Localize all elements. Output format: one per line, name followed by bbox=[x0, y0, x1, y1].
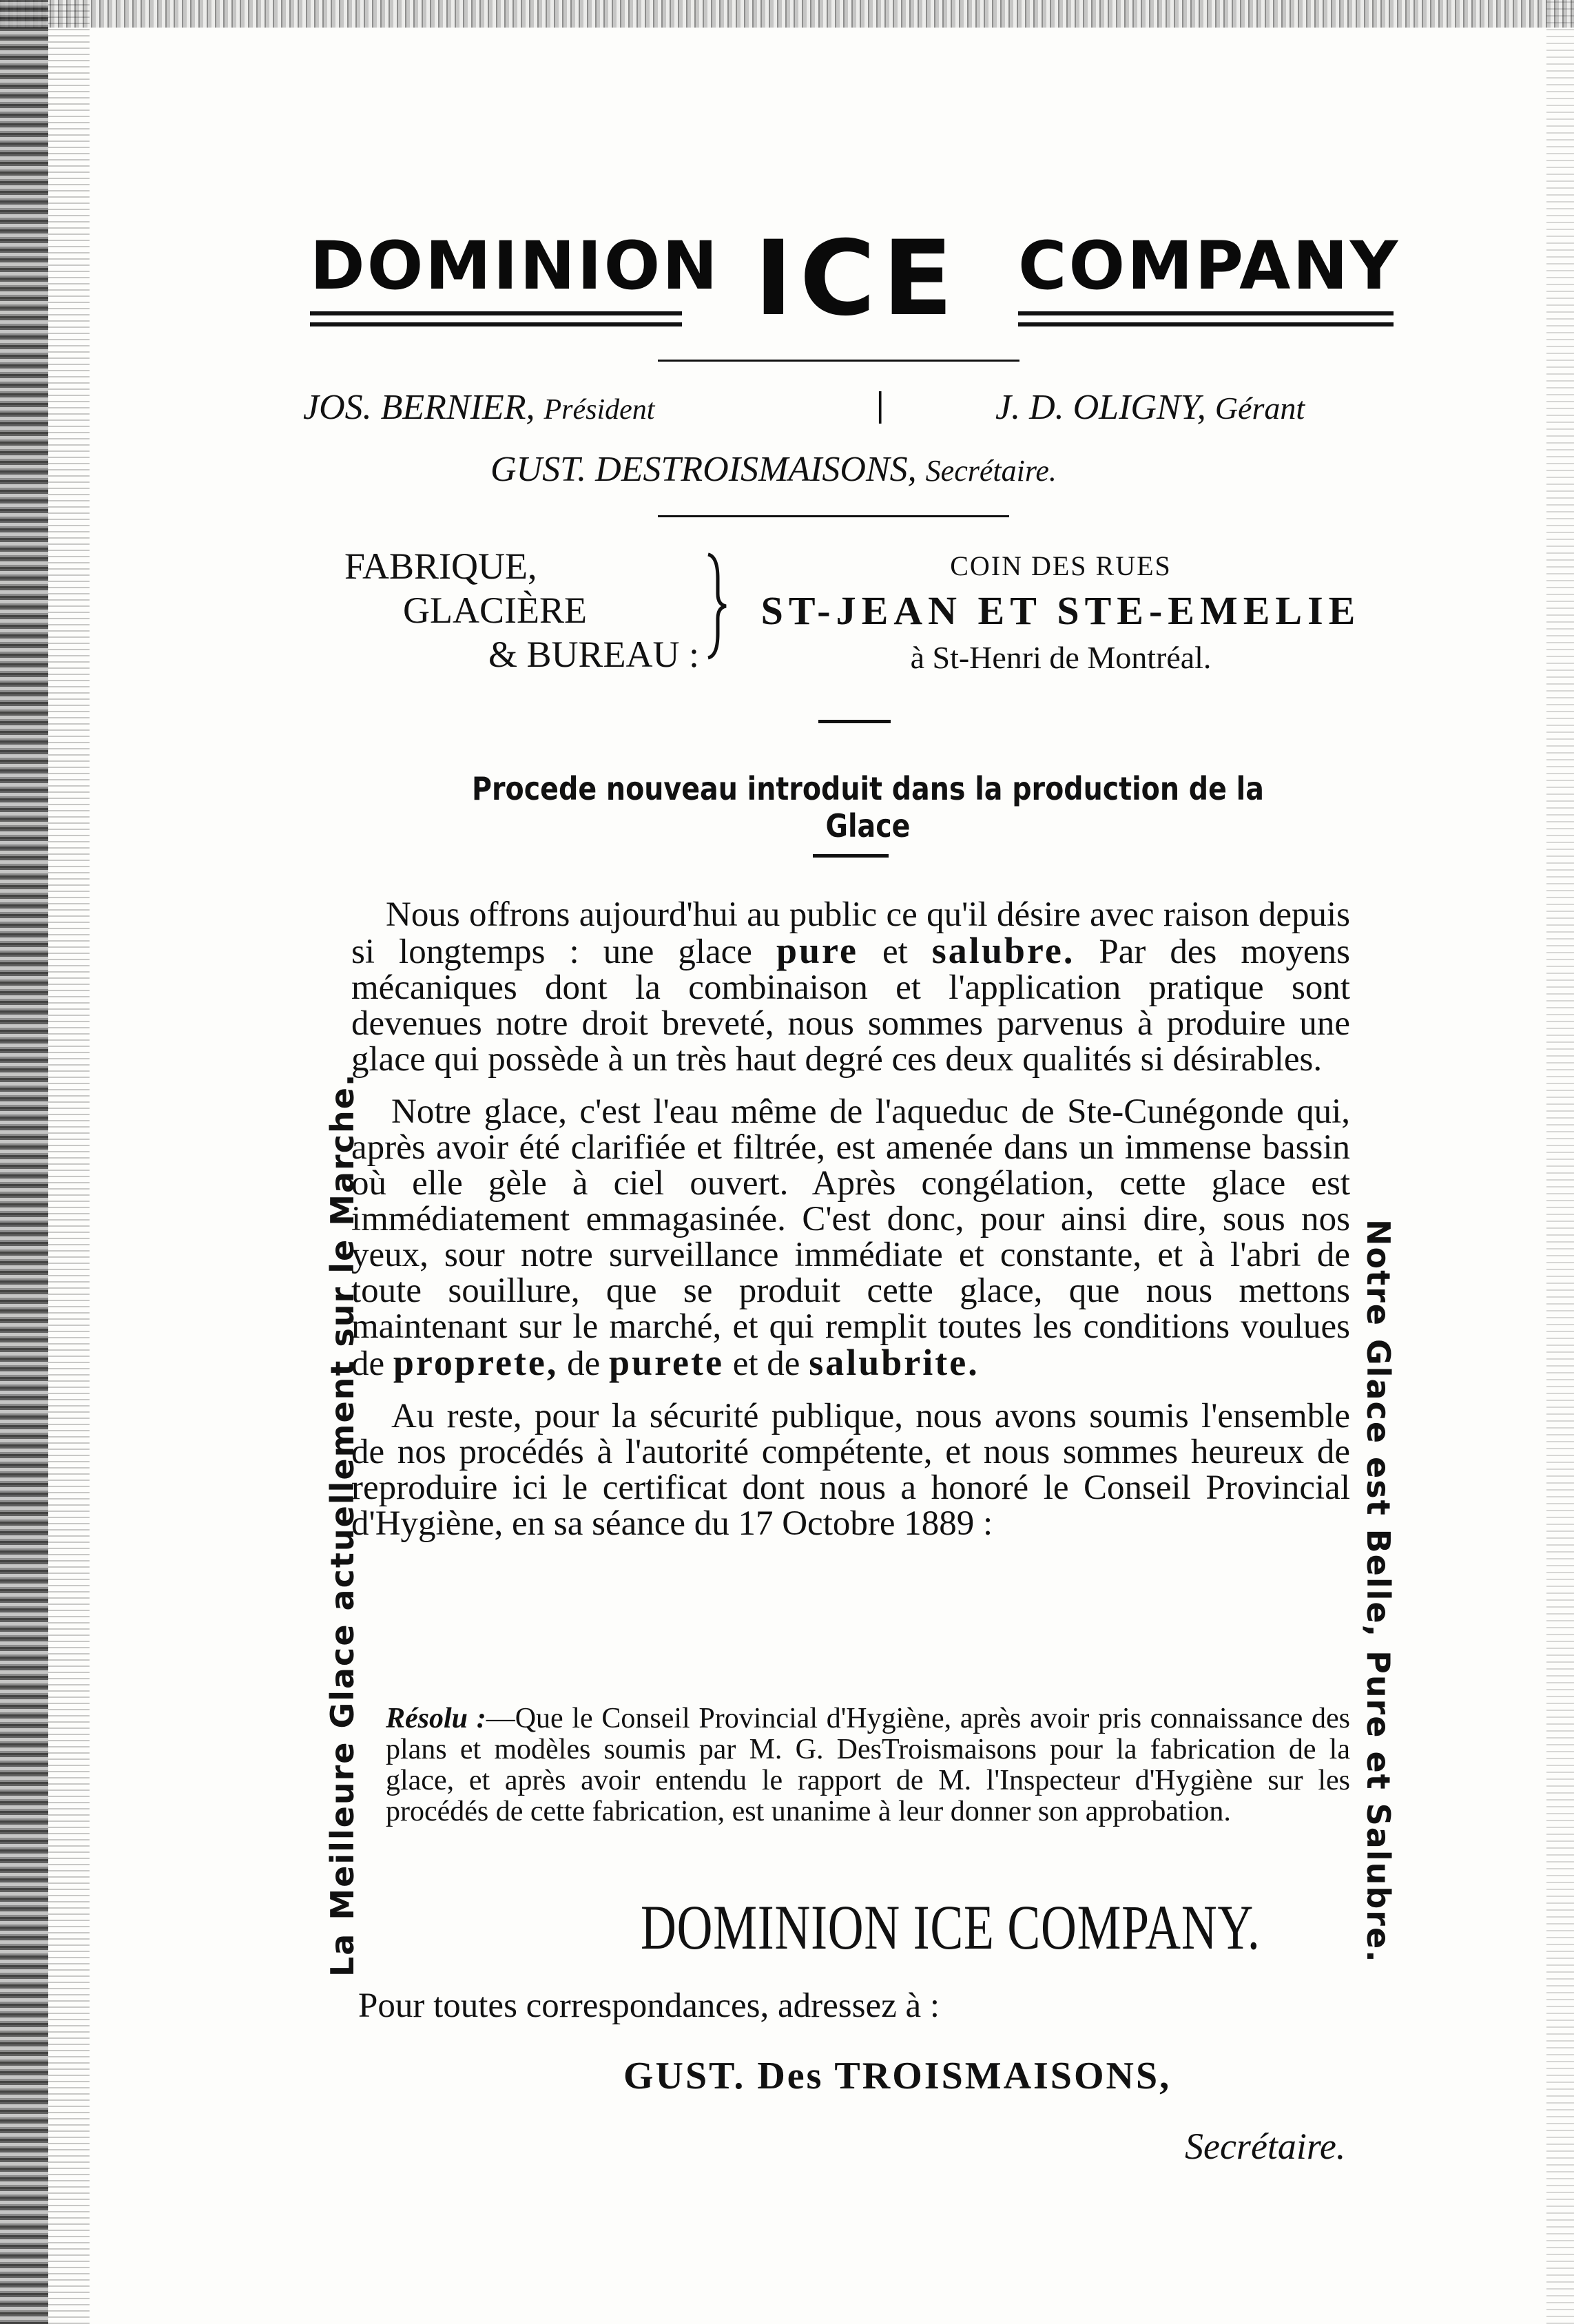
side-text-right: Notre Glace est Belle, Pure et Salubre. bbox=[1360, 1219, 1397, 1964]
paragraph-3: Au reste, pour la sécurité publique, nous avons soumis l'ensemble de nos procédés à l'autorité compétente, et nous sommes heureux de reproduire ici le certificat dont nous a honoré le Conseil Provincial d'Hygiène, en sa séance du 17 Octobre 1889 : bbox=[351, 1397, 1350, 1543]
scan-edge-left-fade bbox=[48, 0, 90, 2324]
scan-edge-top bbox=[0, 0, 1574, 28]
header-rule-right-2 bbox=[1018, 322, 1394, 326]
header-rule-right-1 bbox=[1018, 311, 1394, 315]
secretary bbox=[490, 449, 1057, 490]
company-name-right: COMPANY bbox=[1018, 227, 1400, 304]
emph-purete: purete bbox=[609, 1342, 724, 1383]
address-right-line2: ST-JEAN ET STE-EMELIE bbox=[760, 588, 1361, 633]
address-left-line2: GLACIÈRE bbox=[403, 590, 587, 631]
manager-title: Gérant bbox=[1214, 391, 1305, 426]
resolution-label: Résolu : bbox=[386, 1703, 486, 1734]
address-left bbox=[331, 544, 699, 676]
emph-pure: pure bbox=[776, 930, 858, 971]
scan-edge-right bbox=[1546, 0, 1574, 2324]
header-rule-left-1 bbox=[310, 311, 682, 315]
secretary-name: GUST. DESTROISMAISONS, bbox=[490, 450, 917, 489]
address-right bbox=[730, 550, 1391, 676]
manager-name: J. D. OLIGNY, bbox=[995, 388, 1206, 427]
secretary-title: Secrétaire. bbox=[925, 454, 1057, 488]
address-left-line3: & BUREAU : bbox=[488, 634, 699, 675]
address-right-line1: COIN DES RUES bbox=[950, 550, 1172, 581]
headline: Procede nouveau introduit dans la production de la Glace bbox=[472, 770, 1264, 844]
emph-salubre: salubre. bbox=[931, 930, 1075, 971]
divider-1 bbox=[658, 360, 1019, 362]
resolution bbox=[386, 1703, 1350, 1827]
paragraph-2: Notre glace, c'est l'eau même de l'aqueduc de Ste-Cunégonde qui, après avoir été clarifiée et filtrée, est amenée dans un immense bassin où elle gèle à ciel ouvert. Après congélation, cette glace est immédiatement emmagasinée. C'est donc, pour ainsi dire, sous nos yeux, sour notre surveillance immédiate et constante, et à l'abri de toute souillure, que se produit cette glace, que nous mettons maintenant sur le marché, et qui remplit toutes les conditions voulues de proprete, de purete et de salubrite. bbox=[351, 1092, 1350, 1383]
correspondence-line: Pour toutes correspondances, adressez à : bbox=[358, 1986, 940, 2025]
body-paragraphs bbox=[351, 897, 1350, 1542]
divider-2 bbox=[658, 515, 1009, 517]
divider-4 bbox=[813, 854, 889, 858]
contact-title: Secrétaire. bbox=[1185, 2126, 1346, 2167]
signature-company: DOMINION ICE COMPANY. bbox=[641, 1892, 1261, 1962]
side-text-left: La Meilleure Glace actuellement sur le Marche. bbox=[324, 1072, 361, 1977]
president-name: JOS. BERNIER, bbox=[303, 388, 535, 427]
company-name-left: DOMINION bbox=[310, 227, 720, 304]
president-title: Président bbox=[543, 394, 655, 426]
address-right-line3: à St-Henri de Montréal. bbox=[910, 640, 1212, 675]
paragraph-1: Nous offrons aujourd'hui au public ce qu'il désire avec raison depuis si longtemps : une glace pure et salubre. Par des moyens mécaniques dont la combinaison et l'application pratique sont devenues notre droit breveté, nous sommes parvenus à produire une glace qui possède à un très haut degré ces deux qualités si désirables. bbox=[351, 895, 1350, 1079]
manager bbox=[995, 387, 1305, 428]
contact-name: GUST. Des TROISMAISONS, bbox=[623, 2055, 1172, 2097]
scan-edge-left bbox=[0, 0, 48, 2324]
brace-icon bbox=[703, 551, 730, 661]
divider-3 bbox=[818, 720, 891, 723]
resolution-text: —Que le Conseil Provincial d'Hygiène, après avoir pris connaissance des plans et modèles soumis par M. G. DesTroismaisons pour la fabrication de la glace, et après avoir entendu le rapport de M. l'Inspecteur d'Hygiène sur les procédés de cette fabrication, est unanime à leur donner son approbation. bbox=[386, 1703, 1351, 1827]
emph-proprete: proprete, bbox=[393, 1342, 559, 1383]
address-left-line1: FABRIQUE, bbox=[344, 546, 537, 587]
officer-separator: | bbox=[876, 385, 884, 424]
company-name-middle: ICE bbox=[754, 219, 960, 339]
emph-salubrite: salubrite. bbox=[809, 1342, 980, 1383]
president bbox=[303, 387, 654, 428]
header-rule-left-2 bbox=[310, 322, 682, 326]
